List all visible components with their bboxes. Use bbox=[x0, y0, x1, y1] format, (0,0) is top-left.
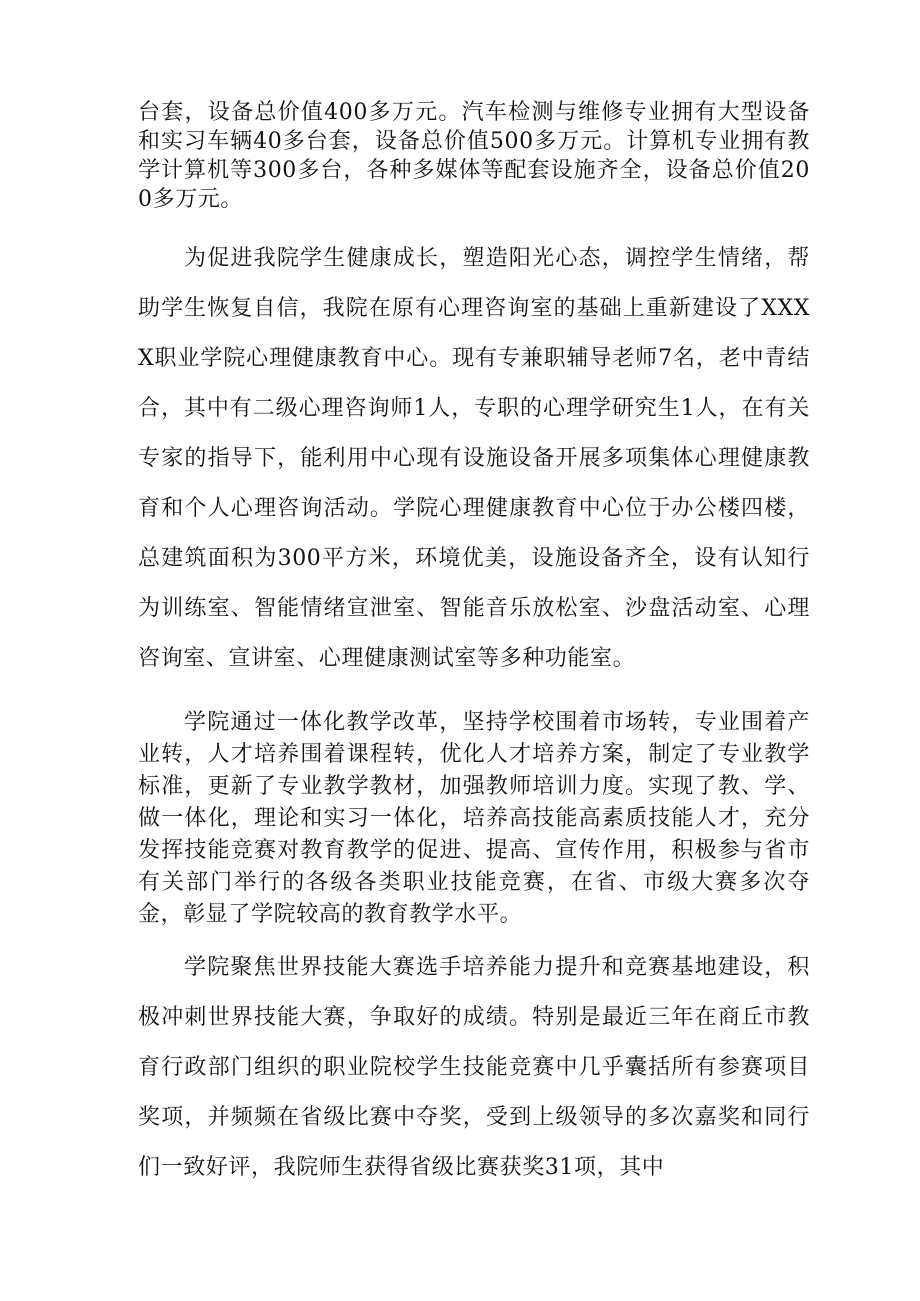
paragraph-skills-competition: 学院聚焦世界技能大赛选手培养能力提升和竞赛基地建设，积极冲刺世界技能大赛，争取好的成绩。特别是最近三年在商丘市教育行政部门组织的职业院校学生技能竞赛中几乎囊括所有参赛项目奖项，并频频在省级比赛中夺奖，受到上级领导的多次嘉奖和同行们一致好评，我院师生获得省级比赛获奖31项，其中 bbox=[138, 955, 810, 1180]
paragraph-mental-health-center: 为促进我院学生健康成长，塑造阳光心态，调控学生情绪，帮助学生恢复自信，我院在原有心理咨询室的基础上重新建设了XXXX职业学院心理健康教育中心。现有专兼职辅导老师7名，老中青结合，其中有二级心理咨询师1人，专职的心理学研究生1人，在有关专家的指导下，能利用中心现有设施设备开展多项集体心理健康教育和个人心理咨询活动。学院心理健康教育中心位于办公楼四楼，总建筑面积为300平方米，环境优美，设施设备齐全，设有认知行为训练室、智能情绪宣泄室、智能音乐放松室、沙盘活动室、心理咨询室、宣讲室、心理健康测试室等多种功能室。 bbox=[138, 246, 810, 671]
document-page bbox=[138, 98, 810, 1193]
paragraph-teaching-reform: 学院通过一体化教学改革，坚持学校围着市场转，专业围着产业转，人才培养围着课程转，优化人才培养方案，制定了专业教学标准，更新了专业教学教材，加强教师培训力度。实现了教、学、做一体化，理论和实习一体化，培养高技能高素质技能人才，充分发挥技能竞赛对教育教学的促进、提高、宣传作用，积极参与省市有关部门举行的各级各类职业技能竞赛，在省、市级大赛多次夺金，彰显了学院较高的教育教学水平。 bbox=[138, 710, 810, 927]
paragraph-equipment-value: 台套，设备总价值400多万元。汽车检测与维修专业拥有大型设备和实习车辆40多台套，设备总价值500多万元。计算机专业拥有教学计算机等300多台，各种多媒体等配套设施齐全，设备总价值200多万元。 bbox=[138, 100, 810, 212]
